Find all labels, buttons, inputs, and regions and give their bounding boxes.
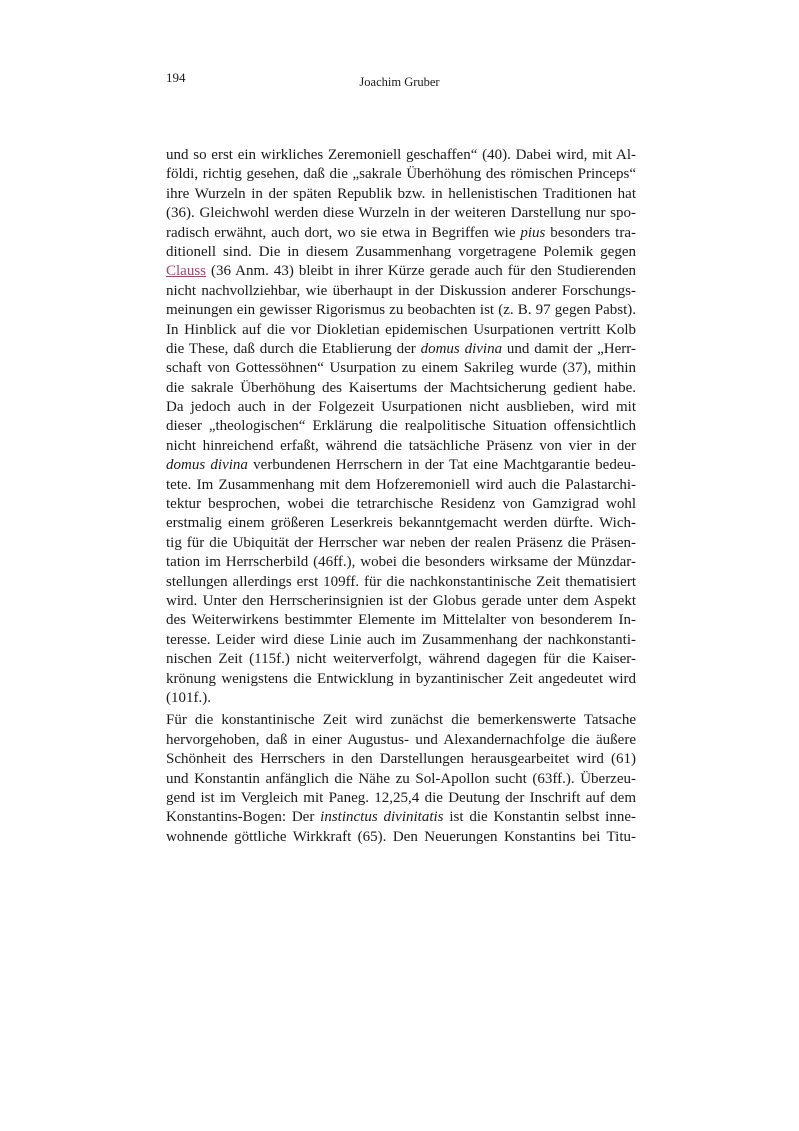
text-line <box>166 689 636 708</box>
text-line <box>166 185 636 204</box>
text-segment: ditionell sind. Die in diesem Zusammenhang vorgetragene Polemik gegen <box>166 243 636 260</box>
text-segment: schaft von Gottessöhnen“ Usurpation zu einem Sakrileg wurde (37), mithin <box>166 360 636 377</box>
text-line <box>166 534 636 553</box>
text-line <box>166 204 636 223</box>
text-line <box>166 514 636 533</box>
text-segment: ihre Wurzeln in der späten Republik bzw. in hellenistischen Traditionen hat <box>166 185 636 202</box>
author-link[interactable]: Clauss <box>166 263 207 280</box>
paragraph <box>166 711 636 847</box>
text-segment: földi, richtig gesehen, daß die „sakrale Überhöhung des römischen Princeps“ <box>166 166 636 183</box>
text-segment: Für die konstantinische Zeit wird zunächst die bemerkenswerte Tatsache <box>166 712 636 729</box>
text-line <box>166 770 636 789</box>
text-segment: Schönheit des Herrschers in den Darstellungen herausgearbeitet wird (61) <box>166 751 636 768</box>
text-line <box>166 495 636 514</box>
text-line <box>166 828 636 847</box>
text-segment: meinungen ein gewisser Rigorismus zu beobachten ist (z. B. 97 gegen Pabst). <box>166 302 636 319</box>
text-segment: (36). Gleichwohl werden diese Wurzeln in der weiteren Darstellung nur spo- <box>166 205 636 222</box>
body-text <box>166 146 636 847</box>
text-line <box>166 631 636 650</box>
text-line <box>166 340 636 359</box>
text-line <box>166 262 636 281</box>
text-segment: hervorgehoben, daß in einer Augustus- und Alexandernachfolge die äußere <box>166 731 636 748</box>
text-line <box>166 750 636 769</box>
text-segment: (101f.). <box>166 689 211 706</box>
text-segment: erstmalig einem größeren Leserkreis bekanntgemacht werden dürfte. Wich- <box>166 515 636 532</box>
text-line <box>166 398 636 417</box>
text-line <box>166 243 636 262</box>
text-line <box>166 650 636 669</box>
text-line <box>166 789 636 808</box>
text-segment: verbundenen Herrschern in der Tat eine Machtgarantie bedeu- <box>247 457 636 474</box>
text-segment: die These, daß durch die Etablierung der <box>166 340 421 357</box>
text-segment: des Weiterwirkens bestimmter Elemente im Mittelalter von besonderem In- <box>166 612 636 629</box>
text-line <box>166 553 636 572</box>
text-segment: tektur besprochen, wobei die tetrarchische Residenz von Gamzigrad wohl <box>166 496 636 513</box>
text-line <box>166 731 636 750</box>
text-segment: wohnende göttliche Wirkkraft (65). Den Neuerungen Konstantins bei Titu- <box>166 828 636 845</box>
text-line <box>166 711 636 730</box>
text-line <box>166 359 636 378</box>
page-number: 194 <box>166 70 186 85</box>
text-segment: radisch erwähnt, auch dort, wo sie etwa in Begriffen wie <box>166 224 521 241</box>
text-line <box>166 808 636 827</box>
text-line <box>166 165 636 184</box>
text-line <box>166 573 636 592</box>
text-segment: tig für die Ubiquität der Herrscher war neben der realen Präsenz die Präsen- <box>166 534 636 551</box>
text-line <box>166 282 636 301</box>
text-segment: Da jedoch auch in der Folgezeit Usurpationen nicht ausblieben, wird mit <box>166 399 636 416</box>
text-line <box>166 379 636 398</box>
text-segment: tete. Im Zusammenhang mit dem Hofzeremoniell wird auch die Palastarchi- <box>166 476 636 493</box>
text-segment: und so erst ein wirkliches Zeremoniell geschaffen“ (40). Dabei wird, mit Al- <box>166 147 636 163</box>
text-segment: Konstantins-Bogen: Der <box>166 809 321 826</box>
text-line <box>166 301 636 320</box>
text-line <box>166 437 636 456</box>
text-line <box>166 224 636 243</box>
paragraph <box>166 146 636 708</box>
text-segment: nicht hinreichend erfaßt, während die tatsächliche Präsenz von vier in der <box>166 437 636 454</box>
text-line <box>166 146 636 165</box>
italic-term: domus divina <box>420 340 503 357</box>
text-line <box>166 611 636 630</box>
text-segment: nischen Zeit (115f.) nicht weiterverfolgt, während dagegen für die Kaiser- <box>166 651 636 668</box>
text-segment: und damit der „Herr- <box>502 340 636 357</box>
text-line <box>166 321 636 340</box>
text-segment: (36 Anm. 43) bleibt in ihrer Kürze gerade auch für den Studierenden <box>206 263 636 280</box>
italic-term: pius <box>520 224 546 241</box>
text-segment: und Konstantin anfänglich die Nähe zu Sol-Apollon sucht (63ff.). Überzeu- <box>166 770 636 787</box>
text-segment: besonders tra- <box>545 224 636 241</box>
italic-term: domus divina <box>166 457 248 474</box>
italic-term: instinctus divinitatis <box>320 809 444 826</box>
running-head: Joachim Gruber <box>359 75 440 89</box>
text-segment: ist die Konstantin selbst inne- <box>443 809 636 826</box>
text-segment: stellungen allerdings erst 109ff. für die nachkonstantinische Zeit thematisiert <box>166 573 636 590</box>
text-segment: dieser „theologischen“ Erklärung die realpolitische Situation offensichtlich <box>166 418 636 435</box>
text-line <box>166 417 636 436</box>
text-segment: nicht nachvollziehbar, wie überhaupt in der Diskussion anderer Forschungs- <box>166 282 636 299</box>
text-segment: teresse. Leider wird diese Linie auch im Zusammenhang der nachkonstanti- <box>166 631 636 648</box>
text-segment: tation im Herrscherbild (46ff.), wobei die besonders wirksame der Münzdar- <box>166 554 636 571</box>
text-segment: krönung wenigstens die Entwicklung in byzantinischer Zeit angedeutet wird <box>166 670 636 687</box>
text-line <box>166 476 636 495</box>
text-segment: gend ist im Vergleich mit Paneg. 12,25,4 die Deutung der Inschrift auf dem <box>166 789 636 806</box>
text-segment: In Hinblick auf die vor Diokletian epidemischen Usurpationen vertritt Kolb <box>166 321 636 338</box>
text-line <box>166 456 636 475</box>
text-segment: wird. Unter den Herrscherinsignien ist der Globus gerade unter dem Aspekt <box>166 592 636 609</box>
text-line <box>166 592 636 611</box>
text-line <box>166 670 636 689</box>
text-segment: die sakrale Überhöhung des Kaisertums der Machtsicherung gedient habe. <box>166 379 636 396</box>
